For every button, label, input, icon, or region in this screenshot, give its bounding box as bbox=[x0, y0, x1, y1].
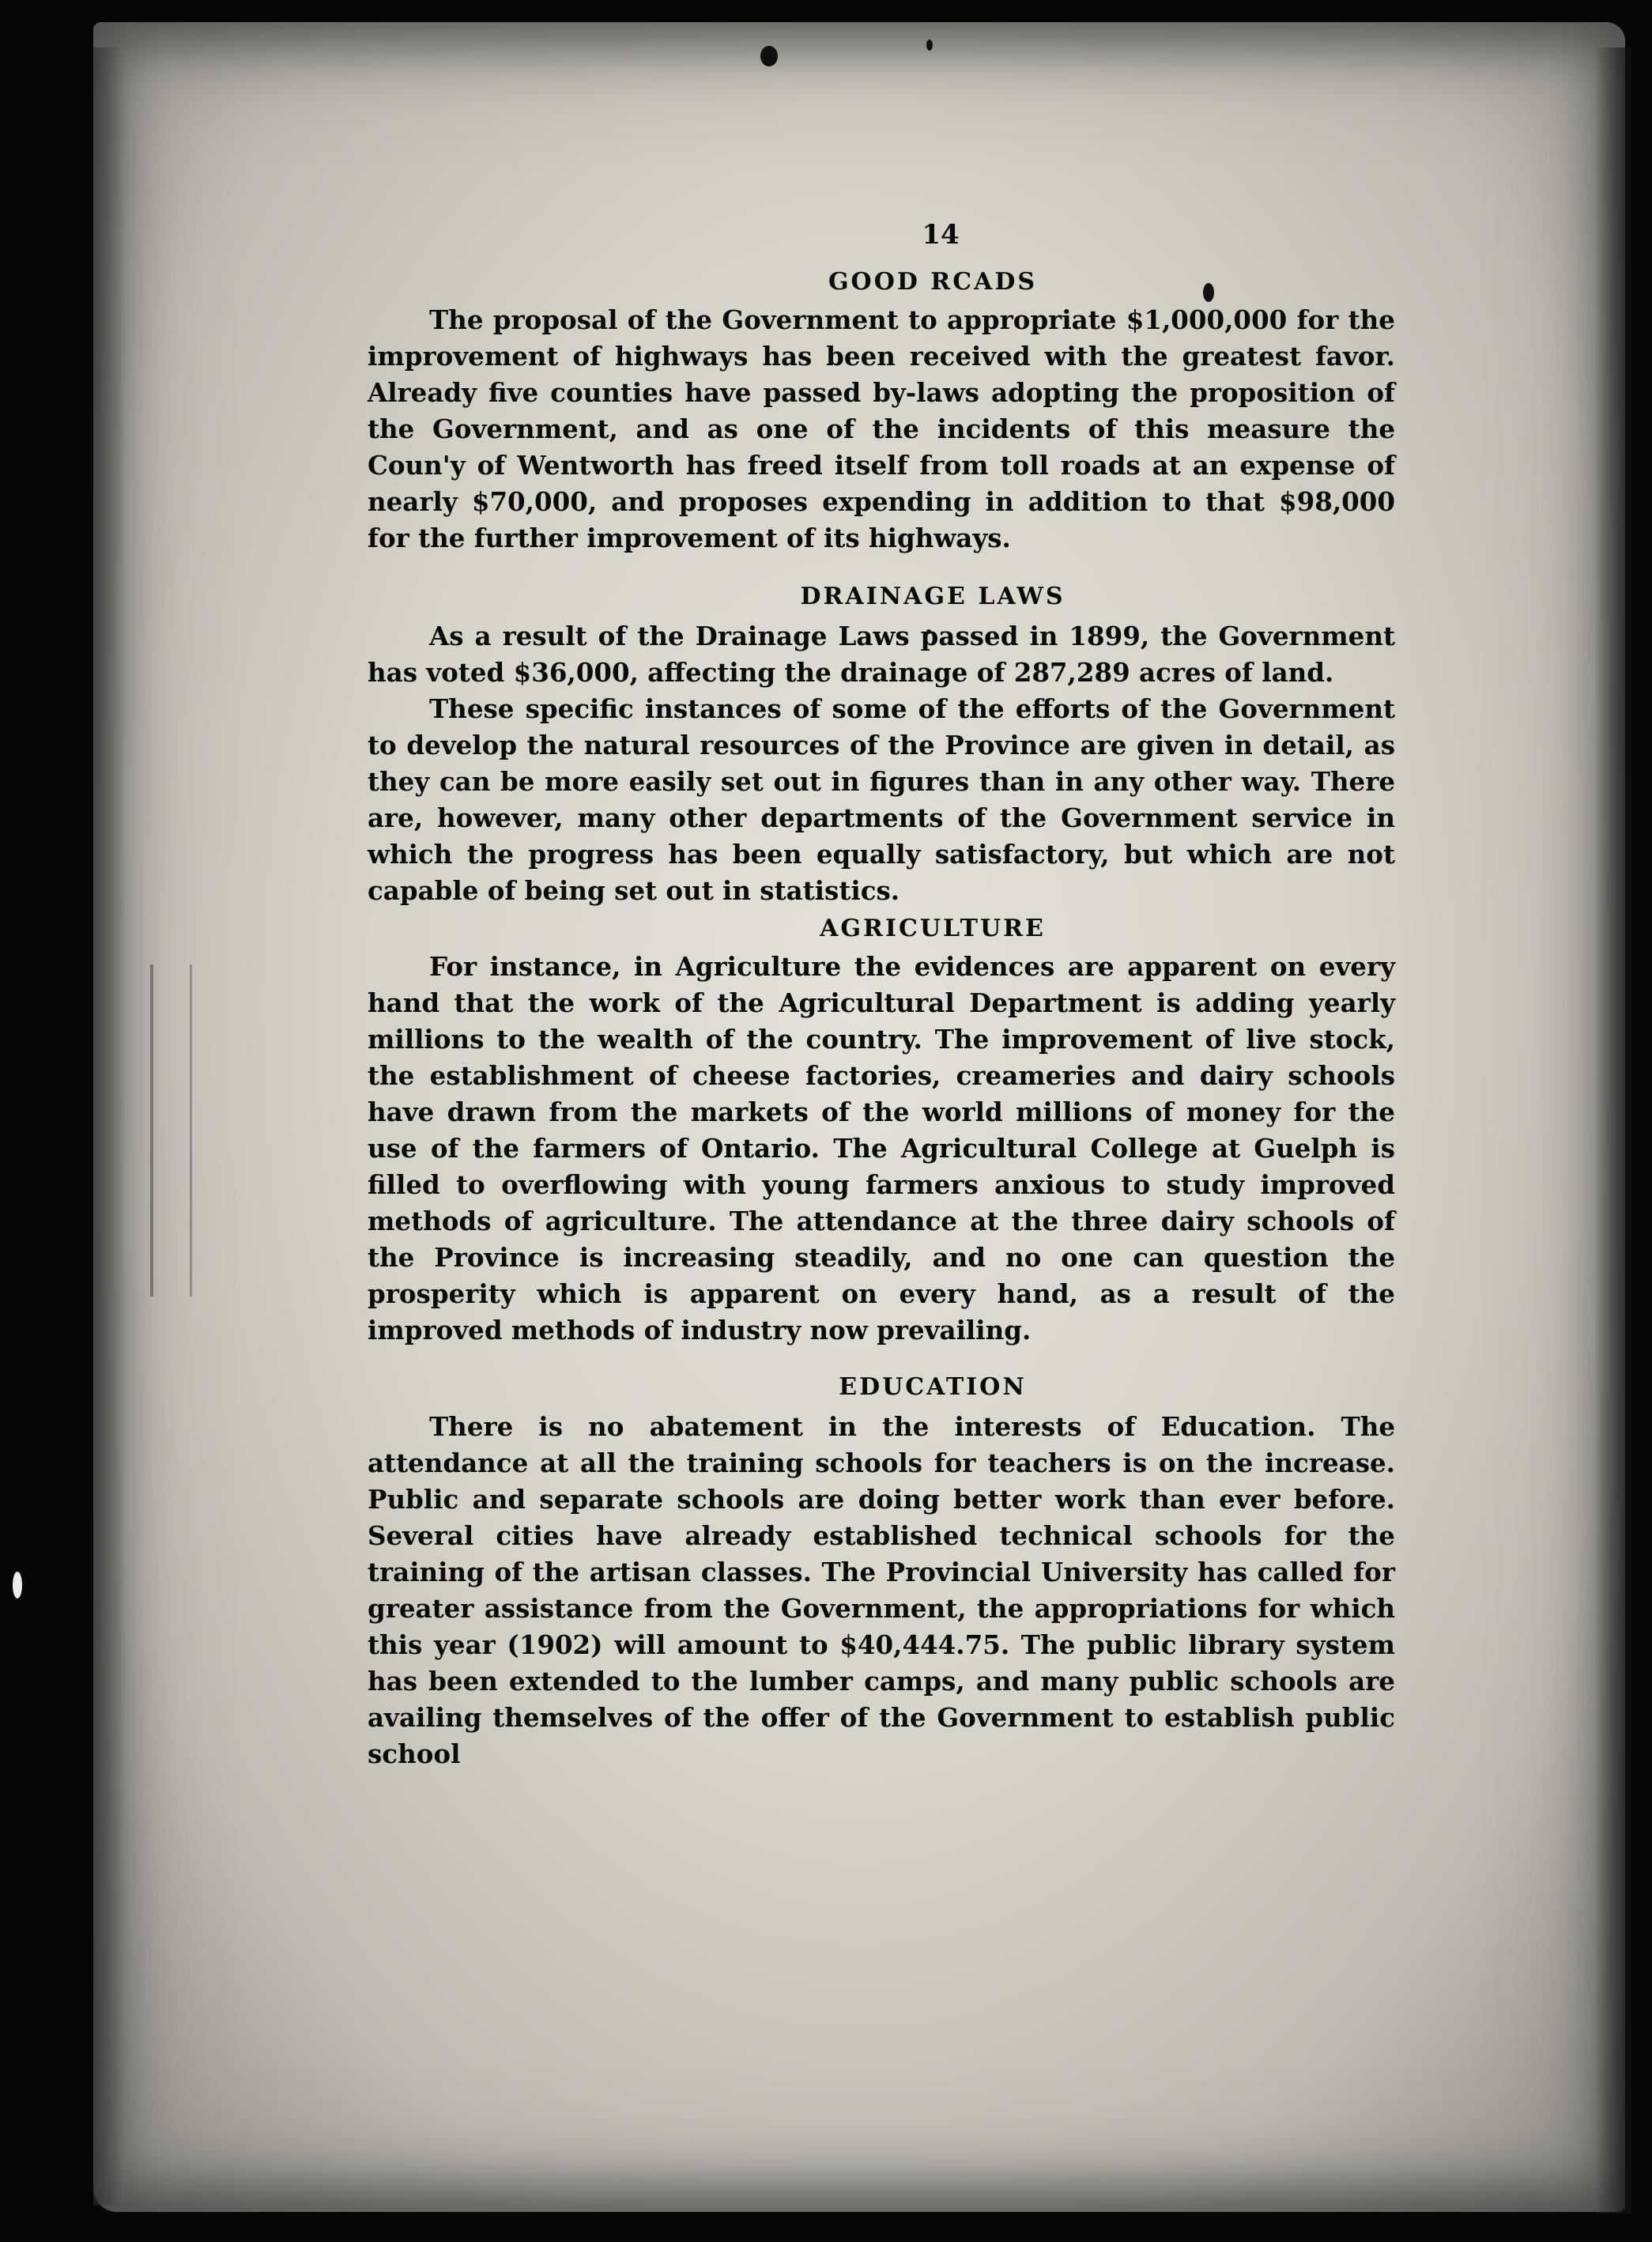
paragraph-good-roads: The proposal of the Government to appropriate $1,000,000 for the improvement of highways has been received with the greatest favor. Already five counties have passed by-laws adopting the proposition of the Government, and as one of the incidents of this measure the Coun'y of Wentworth has freed itself from toll roads at an expense of nearly $70,000, and proposes expending in addition to that $98,000 for the further improvement of its highways. bbox=[368, 304, 1395, 553]
paragraph-drainage-laws: As a result of the Drainage Laws passed in 1899, the Government has voted $36,000, affecting the drainage of 287,289 acres of land. bbox=[368, 621, 1395, 688]
ink-speck bbox=[926, 40, 933, 51]
paragraph-agriculture: For instance, in Agriculture the evidences are apparent on every hand that the work of the Agricultural Department is adding yearly millions to the wealth of the country. The improvement of live stock, the establishment of cheese factories, creameries and dairy schools have drawn from the markets of the world millions of money for the use of the farmers of Ontario. The Agricultural College at Guelph is filled to overflowing with young farmers anxious to study improved methods of agriculture. The attendance at the three dairy schools of the Province is increasing steadily, and no one can question the prosperity which is apparent on every hand, as a result of the improved methods of industry now prevailing. bbox=[368, 951, 1395, 1346]
page-right-edge-shadow bbox=[1595, 47, 1631, 2214]
paragraph-specific-instances: These specific instances of some of the efforts of the Government to develop the natural resources of the Province are given in detail, as they can be more easily set out in figures than in any other way. There are, however, many other departments of the Government service in which the progress has been equally satisfactory, but which are not capable of being set out in statistics. bbox=[368, 693, 1395, 906]
page-fold-mark bbox=[150, 964, 192, 1297]
ink-speck bbox=[760, 46, 778, 66]
section-heading-education: EDUCATION bbox=[839, 1373, 1027, 1401]
section-heading-good-roads: GOOD RCADS bbox=[828, 268, 1038, 296]
page-number: 14 bbox=[922, 219, 960, 251]
document-body bbox=[368, 221, 1395, 1772]
ink-speck bbox=[13, 1572, 22, 1598]
section-heading-drainage-laws: DRAINAGE LAWS bbox=[800, 583, 1066, 610]
page-left-edge-shadow bbox=[93, 47, 125, 2206]
section-heading-agriculture: AGRICULTURE bbox=[820, 915, 1046, 942]
paragraph-education: There is no abatement in the interests of Education. The attendance at all the training schools for teachers is on the increase. Public and separate schools are doing better work than ever before. Several cities have already established technical schools for the training of the artisan classes. The Provincial University has called for greater assistance from the Government, the appropriations for which this year (1902) will amount to $40,444.75. The public library system has been extended to the lumber camps, and many public schools are availing themselves of the offer of the Government to establish public school bbox=[368, 1411, 1395, 1769]
